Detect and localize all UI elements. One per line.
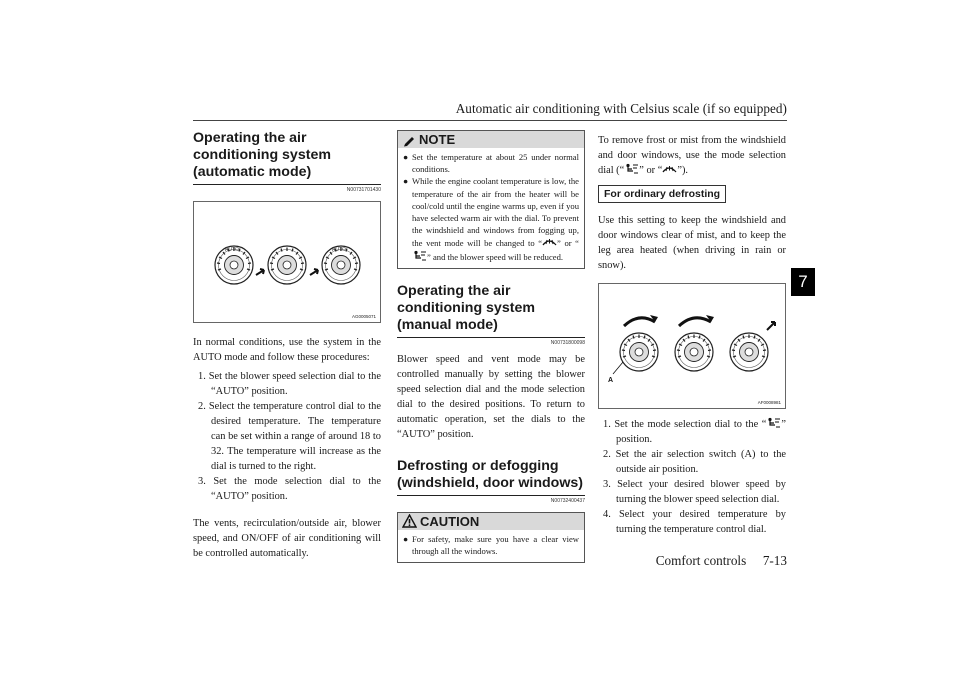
column-2 — [397, 130, 585, 563]
section-heading-defrost: Defrosting or defogging (windshield, door windows) — [397, 458, 585, 496]
section-code: N00732400437 — [550, 497, 585, 504]
list-item: 3. Select your desired blower speed by turning the blower speed selection dial. — [603, 479, 786, 505]
section-heading-automatic: Operating the air conditioning system (automatic mode) — [193, 130, 381, 185]
page-footer — [600, 553, 787, 569]
dial-illustration — [194, 202, 380, 322]
defrost-intro: To remove frost or mist from the windshield and door windows, use the mode selection dial (“ ” or “ ”). — [598, 135, 786, 176]
page-header-title: Automatic air conditioning with Celsius scale (if so equipped) — [455, 101, 787, 116]
foot-defrost-icon — [766, 417, 781, 428]
manual-text: Blower speed and vent mode may be controlled manually by setting the blower speed selection dial and the mode selection dial to the desired positions. To return to automatic operation, set the dials to the “AUTO” position. — [397, 353, 585, 440]
defrost-icon — [542, 236, 557, 247]
dial-illustration — [599, 284, 785, 408]
list-item: 4. Select your desired temperature by turning the temperature control dial. — [603, 509, 786, 535]
figure-label-a: A — [608, 377, 614, 384]
footer-section: Comfort controls — [655, 553, 747, 568]
foot-defrost-icon — [624, 163, 639, 174]
figure-defrost-dials — [598, 283, 786, 409]
defrost-icon — [662, 163, 677, 174]
header-rule — [193, 120, 787, 121]
foot-defrost-icon — [412, 250, 427, 261]
note-box — [397, 130, 585, 269]
svg-text:AUTO: AUTO — [332, 247, 346, 253]
note-item: ● While the engine coolant temperature is low, the temperature of the air from the heater will be cool/cold until the engine warms up, even if you have selected warm air with the dial. To prevent the windshield and windows from fogging up, the vent mode will be changed to “ ” or “” and the blower speed will be reduced. — [403, 176, 579, 262]
note-item: ● Set the temperature at about 25 under normal conditions. — [403, 152, 579, 175]
list-item: 2. Set the air selection switch (A) to the outside air position. — [603, 449, 786, 475]
svg-text:AUTO: AUTO — [225, 247, 239, 253]
column-3 — [598, 133, 786, 537]
caution-title: CAUTION — [420, 513, 480, 529]
defrost-steps-list — [598, 417, 786, 537]
intro-text: In normal conditions, use the system in the AUTO mode and follow these procedures: — [193, 337, 381, 363]
figure-id: AF0008981 — [757, 400, 781, 405]
note-title: NOTE — [419, 132, 456, 147]
caution-box — [397, 512, 585, 563]
note-pencil-icon — [402, 133, 416, 147]
section-heading-manual: Operating the air conditioning system (manual mode) — [397, 283, 585, 338]
chapter-tab[interactable]: 7 — [791, 268, 815, 296]
auto-steps-list — [193, 369, 381, 504]
sub-heading-ordinary-defrosting: For ordinary defrosting — [598, 185, 726, 203]
list-item: 1. Set the blower speed selection dial to the “AUTO” position. — [198, 371, 381, 397]
figure-auto-dials — [193, 201, 381, 323]
figure-id: AG0005071 — [351, 314, 376, 319]
footer-page-number: 7-13 — [762, 553, 787, 568]
column-1 — [193, 130, 381, 561]
caution-item: ● For safety, make sure you have a clear view through all the windows. — [403, 533, 579, 557]
closing-text: The vents, recirculation/outside air, blower speed, and ON/OFF of air conditioning will be controlled automatically. — [193, 518, 381, 559]
bullet-icon: ● — [403, 152, 409, 162]
bullet-icon: ● — [403, 176, 409, 187]
bullet-icon: ● — [403, 533, 409, 544]
section-code: N00731800098 — [550, 339, 585, 346]
list-item: 2. Select the temperature control dial to the desired temperature. The temperature can be set within a range of around 18 to 32. The temperature will increase as the dial is turned to the right. — [198, 401, 381, 472]
caution-header — [398, 513, 584, 530]
list-item: 1. Set the mode selection dial to the “ ” position. — [603, 419, 786, 445]
warning-triangle-icon — [402, 514, 417, 528]
note-header — [398, 131, 584, 148]
list-item: 3. Set the mode selection dial to the “AUTO” position. — [198, 476, 381, 502]
ordinary-defrost-text: Use this setting to keep the windshield and door windows clear of mist, and to keep the leg area heated (when driving in rain or snow). — [598, 215, 786, 271]
section-code: N00731701430 — [346, 187, 381, 193]
